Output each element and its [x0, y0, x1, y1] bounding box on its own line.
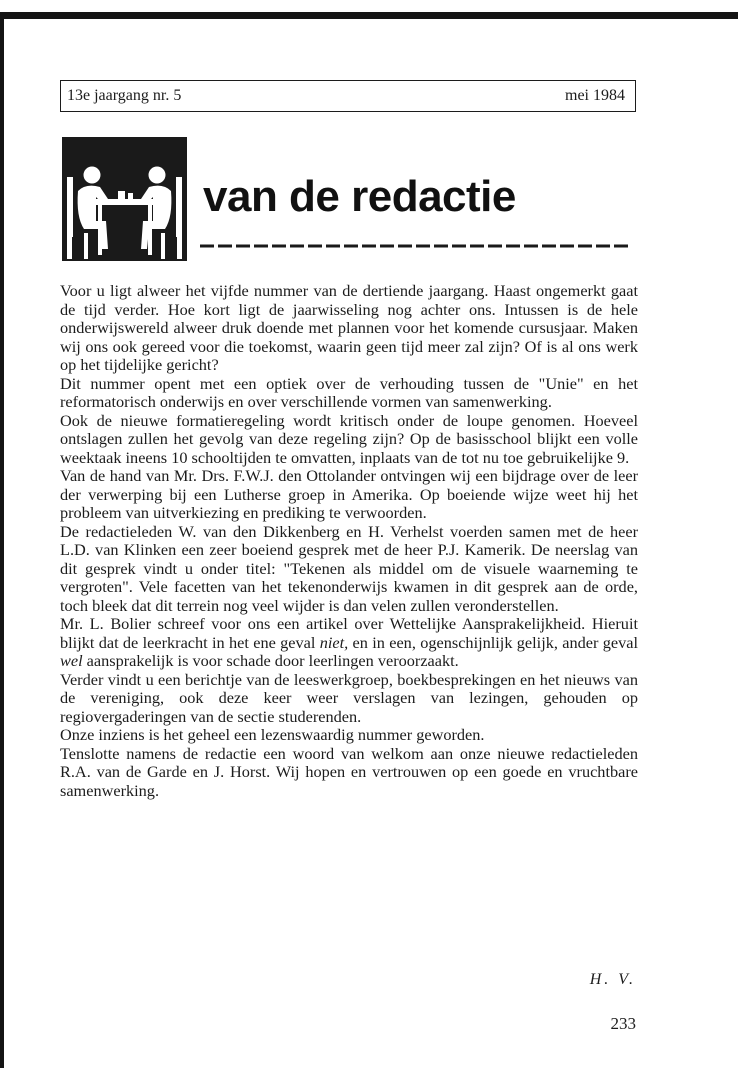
article-body — [60, 282, 638, 800]
paragraph-welkom: Tenslotte namens de redactie een woord van welkom aan onze nieuwe redactieleden R.A. van de Garde en J. Horst. Wij hopen en vertrouwen op een goede en vruchtbare samenwerking. — [60, 743, 638, 800]
left-border-rule — [0, 12, 4, 1068]
paragraph-ottolander: Van de hand van Mr. Drs. F.W.J. den Ottolander ontvingen wij een bijdrage over de leer der verwerping bij een Lutherse groep in Amerika. Op boeiende wijze weet hij het probleem van uitverkiezing en prediking te verwoorden. — [60, 466, 638, 522]
bolier-text-2: en in een, ogenschijnlijk gelijk, ander geval — [348, 632, 639, 652]
emphasis-niet: niet, — [319, 632, 349, 652]
paragraph-lezenswaardig: Onze inziens is het geheel een lezenswaardig nummer geworden. — [60, 725, 485, 744]
top-border-rule — [0, 12, 738, 19]
page-number: 233 — [610, 1014, 636, 1033]
issue-header — [60, 80, 636, 112]
signature: H. V. — [589, 971, 636, 988]
redaction-table-logo-icon — [62, 137, 187, 261]
emphasis-wel: wel — [60, 651, 83, 670]
paragraph-kamerik: De redactieleden W. van den Dikkenberg en H. Verhelst voerden samen met de heer L.D. van Klinken een zeer boeiend gesprek met de heer P.J. Kamerik. De neerslag van dit gesprek vindt u onder titel: "Tekenen als middel om de visuele waarneming te vergroten". Vele facetten van het tekenonderwijs kwamen in dit gesprek aan de orde, toch bleek dat dit terrein nog veel wijder is dan velen zullen veronderstellen. — [60, 521, 638, 615]
paragraph-leeswerkgroep: Verder vindt u een berichtje van de leeswerkgroep, boekbesprekingen en het nieuws van de vereniging, ook deze keer weer verslagen van lezingen, gehouden op regiovergaderingen van de sectie studerenden. — [60, 669, 638, 726]
issue-date: mei 1984 — [565, 87, 625, 104]
paragraph-unie: Dit nummer opent met een optiek over de verhouding tussen de "Unie" en het reformatorisch onderwijs en over verschillende vormen van samenwerking. — [60, 373, 638, 411]
page-title: van de redactie — [203, 172, 516, 221]
issue-number: 13e jaargang nr. 5 — [67, 87, 182, 104]
paragraph-formatieregeling: Ook de nieuwe formatieregeling wordt kritisch onder de loupe genomen. Hoeveel ontslagen zullen het gevolg van deze regeling zijn? Op de basisschool blijkt een volle weektaak ineens 10 schooltijden te omvatten, inplaats van de tot nu toe gebruikelijke 9. — [60, 410, 638, 467]
decorative-dash-line — [200, 240, 630, 252]
bolier-text-1: Mr. L. Bolier schreef voor ons een artikel over Wettelijke Aansprakelijkheid. Hieruit blijkt dat de leerkracht in het ene geval — [60, 614, 638, 652]
paragraph-intro: Voor u ligt alweer het vijfde nummer van de dertiende jaargang. Haast ongemerkt gaat de tijd verder. Hoe kort ligt de jaarwisseling nog achter ons. Intussen is de hele onderwijswereld alweer druk doende met plannen voor het komende cursusjaar. Maken wij ons ook gereed voor die toekomst, waarin geen tijd meer zal zijn? Of is al ons werk op het tijdelijke gericht? — [60, 281, 638, 374]
paragraph-bolier — [60, 615, 638, 671]
bolier-text-3: aansprakelijk is voor schade door leerlingen veroorzaakt. — [82, 651, 459, 670]
